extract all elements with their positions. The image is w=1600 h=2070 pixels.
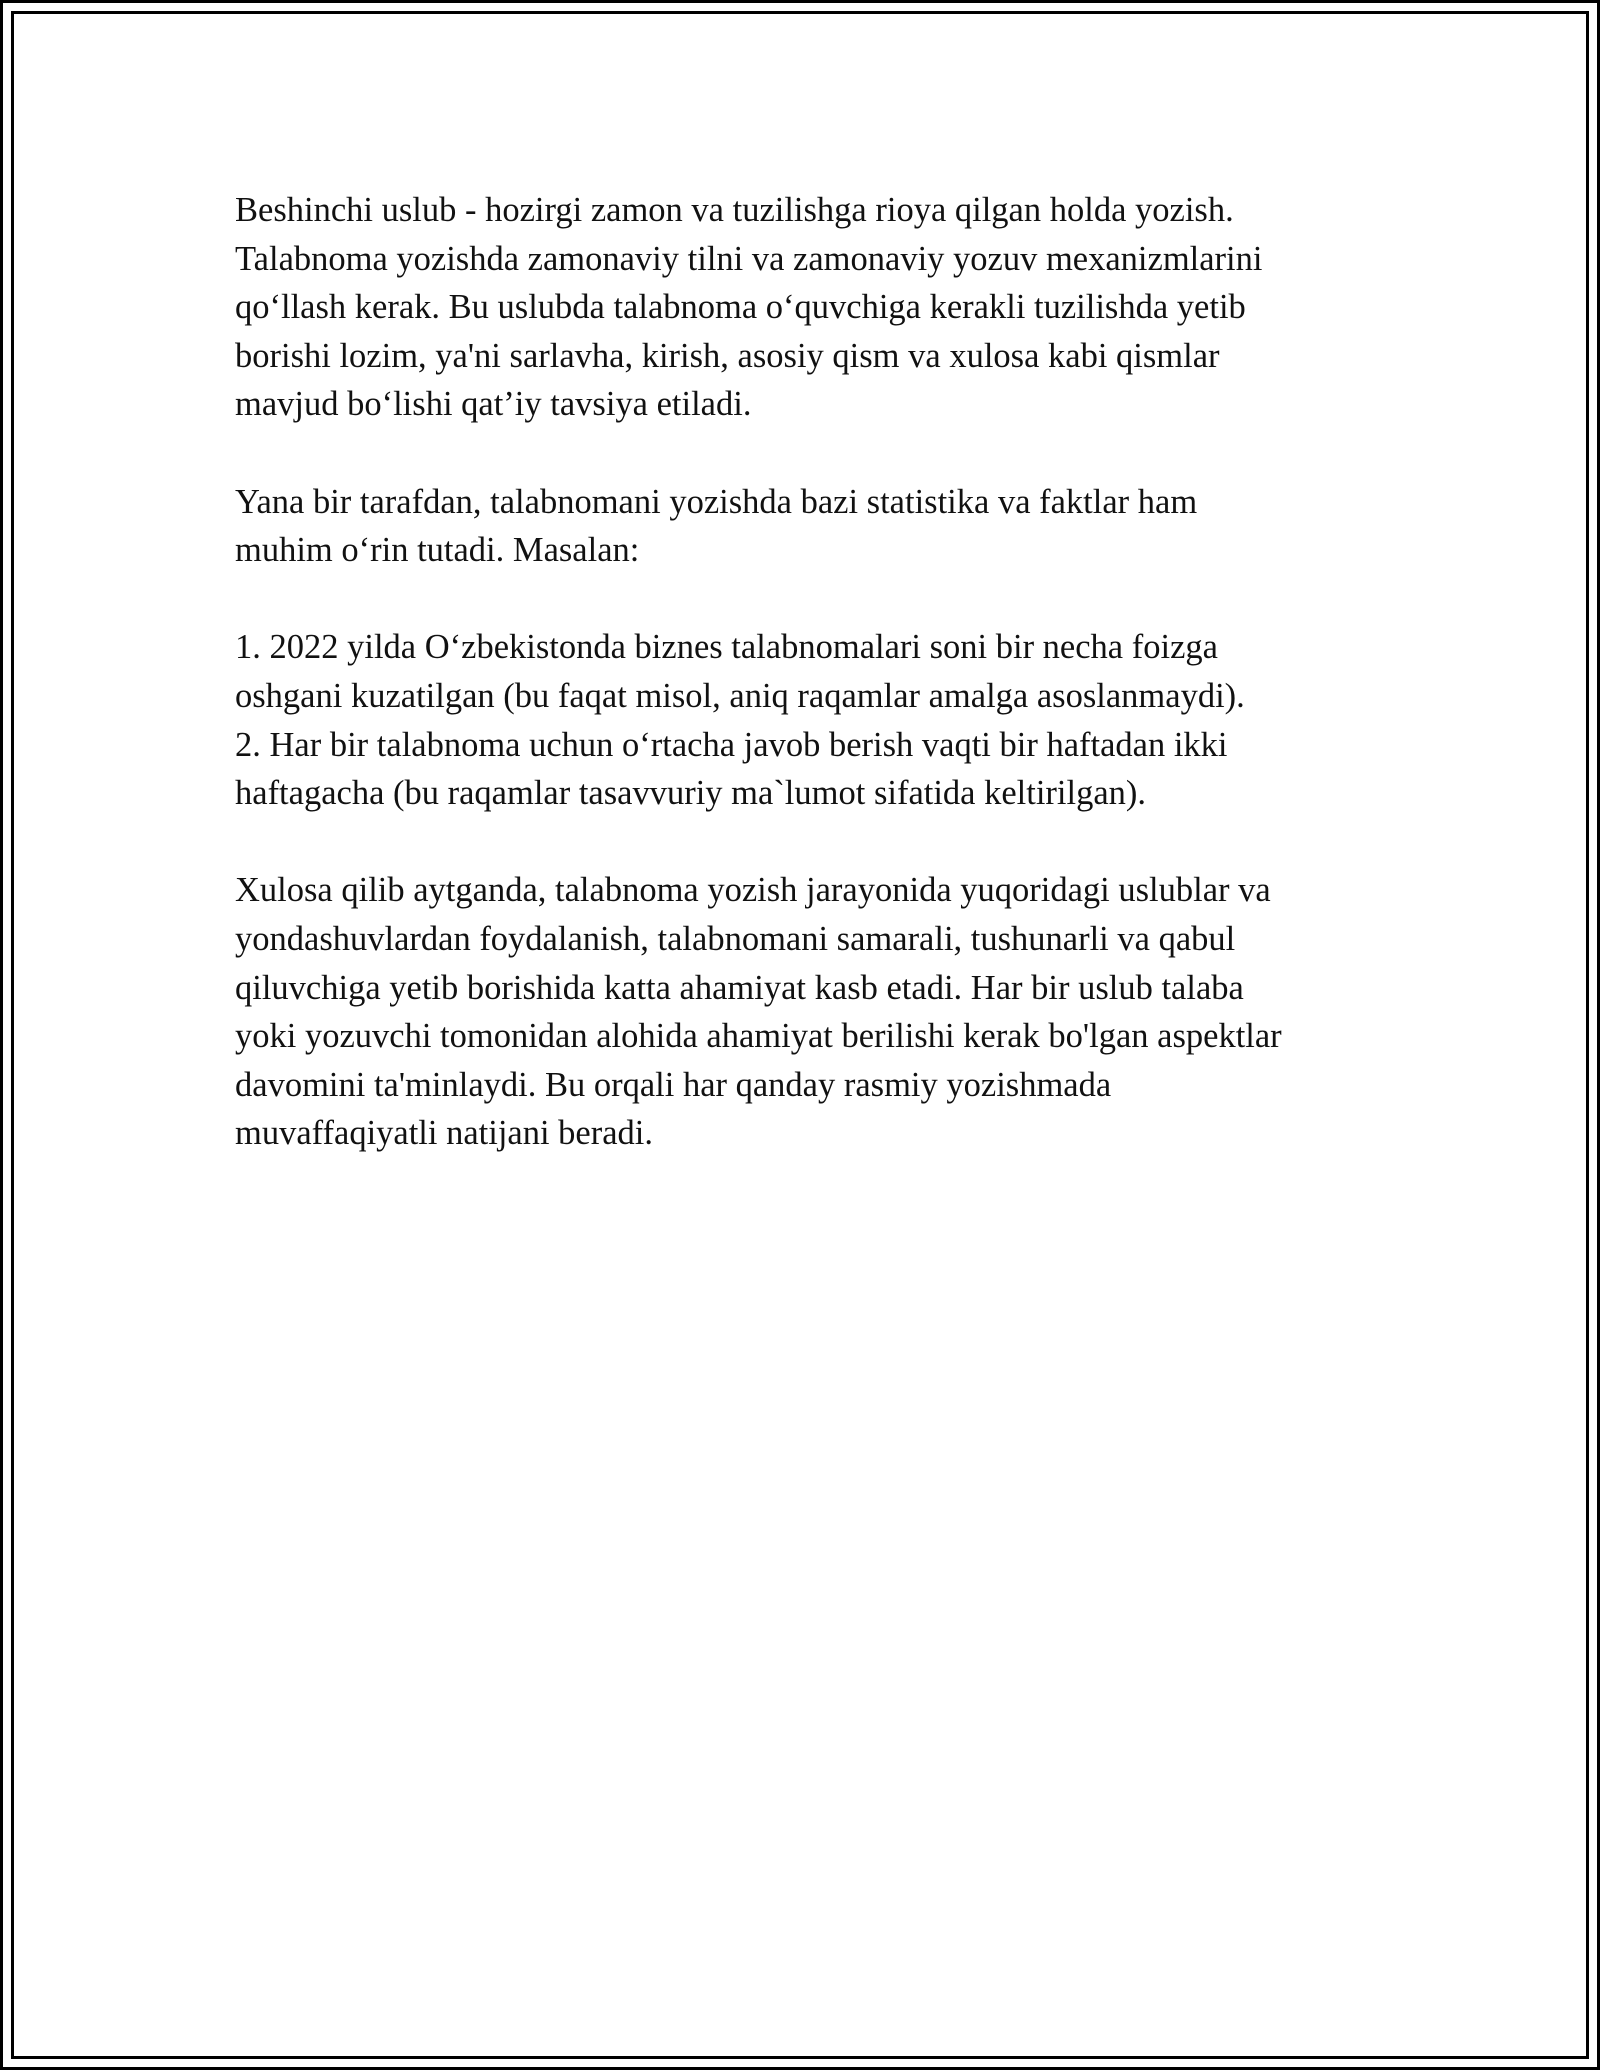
paragraph-statistics-intro: Yana bir tarafdan, talabnomani yozishda bazi statistika va faktlar ham muhim o‘rin tutadi. Masalan:	[235, 482, 1198, 570]
paragraph-statistics-list: 1. 2022 yilda O‘zbekistonda biznes talabnomalari soni bir necha foizga oshgani kuzatilgan (bu faqat misol, aniq raqamlar amalga asoslanmaydi). 2. Har bir talabnoma uchun o‘rtacha javob berish vaqti bir haftadan ikki haftagacha (bu raqamlar tasavvuriy ma`lumot sifatida keltirilgan).	[235, 628, 1245, 813]
paragraph-style-five: Beshinchi uslub - hozirgi zamon va tuzilishga rioya qilgan holda yozish. Talabnoma yozishda zamonaviy tilni va zamonaviy yozuv mexanizmlarini qo‘llash kerak. Bu uslubda talabnoma o‘quvchiga kerakli tuzilishda yetib borishi lozim, ya'ni sarlavha, kirish, asosiy qism va xulosa kabi qismlar mavjud bo‘lishi qat’iy tavsiya etiladi.	[235, 191, 1263, 424]
paragraph-conclusion: Xulosa qilib aytganda, talabnoma yozish jarayonida yuqoridagi uslublar va yondashuvlardan foydalanish, talabnomani samarali, tushunarli va qabul qiluvchiga yetib borishida katta ahamiyat kasb etadi. Har bir uslub talaba yoki yozuvchi tomonidan alohida ahamiyat berilishi kerak bo'lgan aspektlar davomini ta'minlaydi. Bu orqali har qanday rasmiy yozishmada muvaffaqiyatli natijani beradi.	[235, 871, 1282, 1153]
document-body	[235, 186, 1375, 1158]
